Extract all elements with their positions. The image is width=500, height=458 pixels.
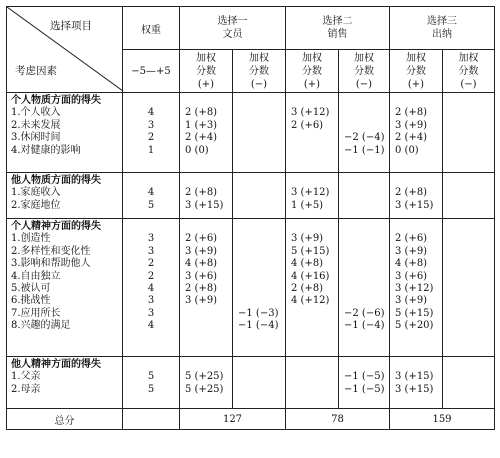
weight-value: 4 [147,320,155,332]
score-value: 3 (+12) [291,107,330,119]
score-cell-c1p [180,173,233,219]
score-value [291,308,338,320]
score-value: 4 (+8) [291,258,324,270]
spacer [344,359,389,371]
score-value: −2 (−4) [344,132,385,144]
score-cell-c2m [339,357,390,409]
weight-value: 3 [147,307,155,319]
weight-header: 权重 [123,7,180,50]
weight-value: 1 [147,144,155,156]
factor-item: 3.休闲时间 [11,132,61,144]
weight-cell [123,357,180,409]
spacer [238,221,285,233]
spacer [238,95,285,107]
score-value [238,187,285,199]
spacer [185,221,232,233]
factor-item: 8.兴趣的满足 [11,320,71,332]
score-value [448,120,494,132]
score-cell-c3m [443,173,495,219]
score-cell-c2p [286,93,339,173]
section-row [7,219,495,357]
factor-item: 3.影响和帮助他人 [11,258,91,270]
score-value [344,283,389,295]
score-cell-c2p [286,357,339,409]
score-value [238,271,285,283]
factor-item: 1.个人收入 [11,107,61,119]
spacer [238,175,285,187]
choice-3-title: 选择三 [427,16,457,27]
factor-cell [7,173,123,219]
minus-header-line: (−) [355,78,373,90]
spacer [185,175,232,187]
score-value: 0 (0) [185,144,209,156]
choice-2-header [286,7,390,50]
score-value: 2 (+8) [185,107,218,119]
weight-cell [123,219,180,357]
score-value [185,320,232,332]
score-value [291,371,338,383]
choice-1-name: 文员 [222,29,243,40]
score-value: 4 (+8) [185,258,218,270]
choice-3-name: 出纳 [432,29,452,40]
weight-value: 3 [147,295,155,307]
plus-header-line: (+) [197,78,215,90]
c1-minus-header [233,50,286,93]
score-value: 5 (+20) [395,320,434,332]
plus-header-line: 加权 [406,52,426,64]
plus-header-line: (+) [407,78,425,90]
weight-value: 4 [147,282,155,294]
score-cell-c3p [390,93,443,173]
score-value: 3 (+9) [395,119,428,131]
c3-minus-header [443,50,495,93]
score-value [344,246,389,258]
plus-header-line: (+) [303,78,321,90]
score-value: 5 (+15) [291,245,330,257]
score-cell-c1p [180,219,233,357]
score-cell-c1p [180,357,233,409]
score-value: 5 (+15) [395,307,434,319]
score-cell-c3m [443,357,495,409]
score-cell-c1p [180,93,233,173]
minus-header-line: 加权 [249,52,269,64]
score-cell-c3p [390,173,443,219]
score-value [185,308,232,320]
score-value [238,107,285,119]
score-value [238,384,285,396]
section-row [7,93,495,173]
score-value: −1 (−4) [344,320,385,332]
score-cell-c1m [233,357,286,409]
spacer [448,359,494,371]
score-value [344,295,389,307]
weight-value: 4 [147,107,155,119]
choice-2-title: 选择二 [322,16,353,27]
score-value [238,283,285,295]
weight-value: 3 [147,119,155,131]
score-value [448,233,494,245]
minus-header-line: 加权 [458,52,479,64]
score-value [344,200,389,212]
factor-item: 1.父亲 [11,371,41,383]
score-value [238,200,285,212]
total-choice-1: 127 [180,409,286,430]
score-value: 2 (+6) [291,119,324,131]
total-choice-3: 159 [390,409,495,430]
corner-label-factors: 考虑因素 [15,65,57,77]
score-value: 4 (+16) [291,270,330,282]
factor-item: 2.家庭地位 [11,199,61,211]
score-value: 0 (0) [395,144,419,156]
score-value: 2 (+8) [291,282,324,294]
score-value [448,145,494,157]
factor-cell [7,219,123,357]
minus-header-line: 分数 [458,65,479,77]
score-value [344,107,389,119]
factor-item: 2.多样性和变化性 [11,245,91,257]
weight-value: 2 [147,258,155,270]
score-value: 3 (+12) [291,187,330,199]
weight-value: 2 [147,270,155,282]
minus-header-line: 分数 [249,65,269,77]
spacer [123,95,179,107]
score-value: −1 (−1) [344,144,385,156]
score-value [448,308,494,320]
spacer [344,221,389,233]
weight-cell [123,173,180,219]
c3-plus-header [390,50,443,93]
section-row [7,357,495,409]
score-value [448,246,494,258]
spacer [123,221,179,233]
score-value [448,271,494,283]
score-value: −1 (−4) [238,320,279,332]
score-value: 3 (+9) [395,295,428,307]
spacer [123,359,179,371]
spacer [291,95,338,107]
spacer [448,221,494,233]
weight-value: 5 [147,383,155,395]
score-value: −1 (−5) [344,371,385,383]
c2-minus-header [339,50,390,93]
plus-header-line: 加权 [196,52,216,64]
corner-label-choices: 选择项目 [50,20,92,32]
plus-header-line: 分数 [406,65,426,77]
score-value [448,295,494,307]
score-value [448,107,494,119]
plus-header-line: 加权 [302,52,322,64]
factor-item: 4.对健康的影响 [11,144,81,156]
choice-1-title: 选择一 [217,16,248,27]
score-value: 2 (+6) [185,233,218,245]
choice-1-header [180,7,286,50]
spacer [395,175,442,187]
score-cell-c3p [390,357,443,409]
c2-plus-header [286,50,339,93]
score-value: 3 (+9) [185,245,218,257]
spacer [185,359,232,371]
plus-header-line: 分数 [196,65,216,77]
weight-value: 5 [147,199,155,211]
spacer [395,221,442,233]
c1-plus-header [180,50,233,93]
spacer [123,175,179,187]
score-value: 5 (+25) [185,383,224,395]
choice-2-name: 销售 [327,29,348,40]
spacer [291,175,338,187]
score-value: 3 (+6) [395,270,428,282]
score-value [448,283,494,295]
score-cell-c3m [443,219,495,357]
spacer [344,175,389,187]
factor-item: 5.被认可 [11,282,51,294]
factor-cell [7,357,123,409]
section-title: 个人物质方面的得失 [11,95,101,106]
minus-header-line: (−) [460,78,477,90]
weight-value: 4 [147,187,155,199]
section-row [7,173,495,219]
section-title: 个人精神方面的得失 [11,221,101,232]
spacer [395,95,442,107]
spacer [291,221,338,233]
score-cell-c1m [233,93,286,173]
factor-item: 4.自由独立 [11,270,61,282]
factor-item: 2.未来发展 [11,119,61,131]
section-title: 他人物质方面的得失 [11,175,101,186]
spacer [185,95,232,107]
score-value: −1 (−5) [344,383,385,395]
score-value [344,271,389,283]
score-cell-c3p [390,219,443,357]
score-value: −1 (−3) [238,307,279,319]
total-choice-2: 78 [286,409,390,430]
score-value [448,187,494,199]
score-cell-c1m [233,173,286,219]
score-value: −2 (−6) [344,307,385,319]
score-value: 2 (+6) [395,233,428,245]
score-value [448,371,494,383]
weight-cell [123,93,180,173]
score-value [238,132,285,144]
score-value: 3 (+15) [395,199,434,211]
score-cell-c2m [339,173,390,219]
score-value [448,384,494,396]
score-value [238,295,285,307]
score-value [238,233,285,245]
score-value: 3 (+15) [185,199,224,211]
score-value [448,132,494,144]
score-value [344,233,389,245]
score-value: 2 (+8) [185,187,218,199]
section-title: 他人精神方面的得失 [11,359,101,370]
score-cell-c1m [233,219,286,357]
minus-header-line: 分数 [354,65,374,77]
weight-value: 3 [147,233,155,245]
spacer [448,175,494,187]
header-corner-cell [7,7,123,93]
score-cell-c2p [286,219,339,357]
weight-value: 5 [147,371,155,383]
factor-item: 7.应用所长 [11,307,61,319]
score-value [238,258,285,270]
score-value: 3 (+9) [185,295,218,307]
score-value [238,145,285,157]
score-value [238,246,285,258]
score-value: 4 (+12) [291,295,330,307]
spacer [238,359,285,371]
score-value [344,120,389,132]
factor-item: 2.母亲 [11,383,41,395]
factor-item: 6.挑战性 [11,295,51,307]
score-cell-c2m [339,219,390,357]
minus-header-line: (−) [250,78,268,90]
score-value [344,258,389,270]
score-value: 2 (+8) [185,282,218,294]
score-cell-c2m [339,93,390,173]
score-value [238,120,285,132]
score-value: 2 (+4) [185,132,218,144]
decision-balance-sheet [6,6,494,452]
score-value [448,200,494,212]
score-value: 3 (+12) [395,282,434,294]
score-value: 3 (+9) [395,245,428,257]
sections-body [7,93,495,409]
weight-value: 3 [147,245,155,257]
score-value: 2 (+4) [395,132,428,144]
minus-header-line: 加权 [354,52,374,64]
spacer [291,359,338,371]
factor-cell [7,93,123,173]
spacer [448,95,494,107]
score-value: 4 (+8) [395,258,428,270]
score-value: 2 (+8) [395,107,428,119]
score-value [238,371,285,383]
plus-header-line: 分数 [302,65,322,77]
total-row [7,409,495,430]
score-value: 1 (+5) [291,199,324,211]
score-value: 2 (+8) [395,187,428,199]
score-value [344,187,389,199]
score-value: 3 (+15) [395,371,434,383]
score-value [291,132,338,144]
total-weight-empty [123,409,180,430]
weight-range: −5—+5 [123,50,180,93]
choice-3-header [390,7,495,50]
score-value [291,384,338,396]
score-value [448,258,494,270]
score-value: 3 (+15) [395,383,434,395]
score-value [291,145,338,157]
score-value [291,320,338,332]
score-cell-c3m [443,93,495,173]
spacer [344,95,389,107]
spacer [395,359,442,371]
score-value: 1 (+3) [185,119,218,131]
factor-item: 1.家庭收入 [11,187,61,199]
decision-table [6,6,495,430]
score-cell-c2p [286,173,339,219]
score-value: 3 (+9) [291,233,324,245]
score-value: 3 (+6) [185,270,218,282]
factor-item: 1.创造性 [11,233,51,245]
score-value [448,320,494,332]
total-label: 总分 [7,409,123,430]
weight-value: 2 [147,132,155,144]
score-value: 5 (+25) [185,371,224,383]
